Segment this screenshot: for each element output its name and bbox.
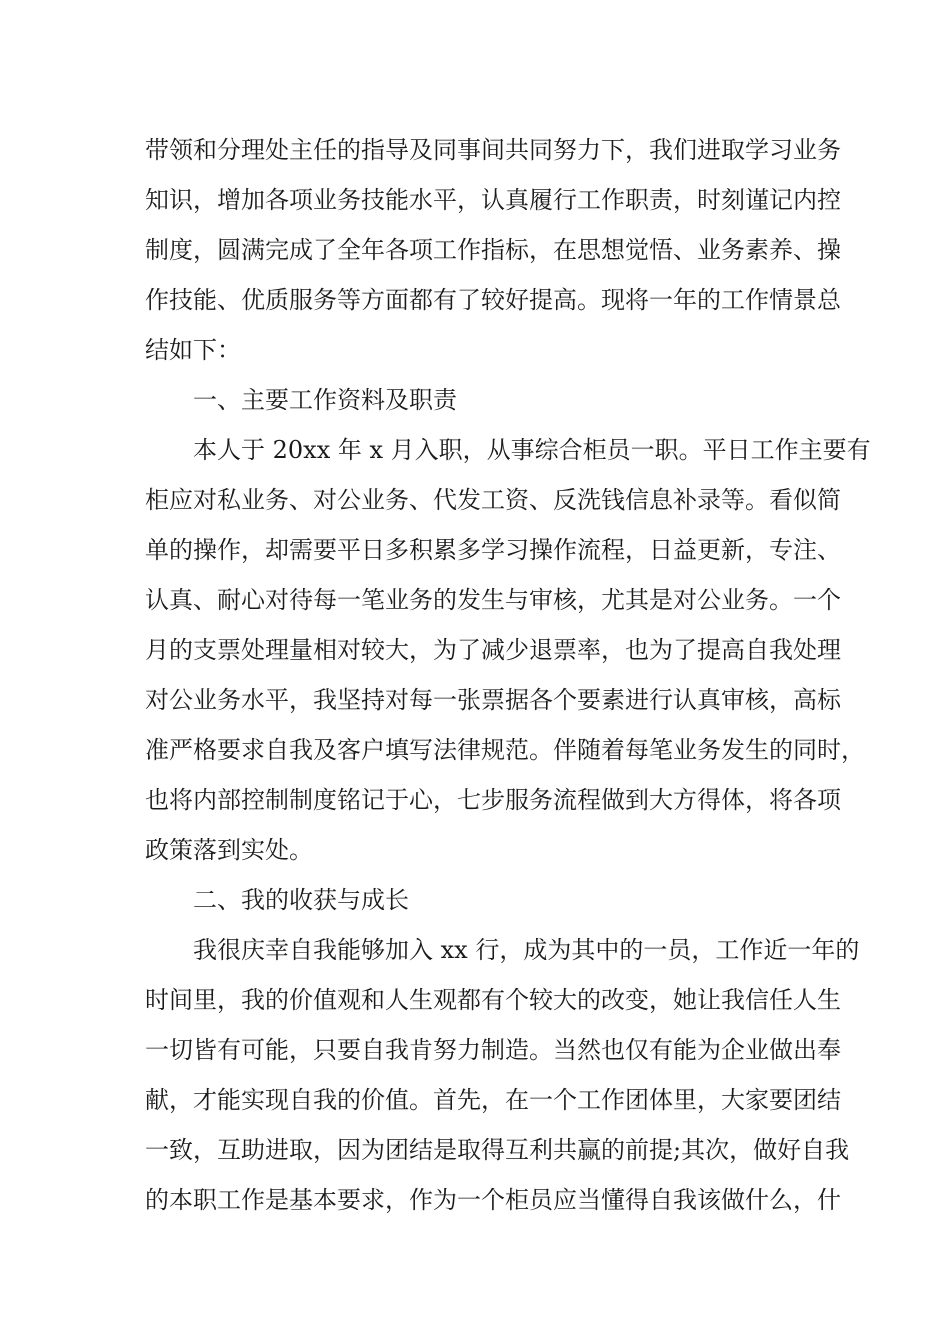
paragraph-line: 单的操作，却需要平日多积累多学习操作流程，日益更新，专注、: [145, 536, 841, 564]
paragraph-line: 一致，互助进取，因为团结是取得互利共赢的前提;其次，做好自我: [145, 1136, 850, 1164]
paragraph-line: 结如下：: [145, 336, 241, 364]
paragraph-line: 认真、耐心对待每一笔业务的发生与审核，尤其是对公业务。一个: [145, 586, 841, 614]
paragraph-line: 月的支票处理量相对较大，为了减少退票率，也为了提高自我处理: [145, 636, 841, 664]
paragraph-line: 本人于 20xx 年 x 月入职，从事综合柜员一职。平日工作主要有: [193, 436, 871, 464]
paragraph-line: 的本职工作是基本要求，作为一个柜员应当懂得自我该做什么，什: [145, 1186, 841, 1214]
paragraph-line: 一切皆有可能，只要自我肯努力制造。当然也仅有能为企业做出奉: [145, 1036, 841, 1064]
section-heading-1: 一、主要工作资料及职责: [193, 386, 457, 414]
paragraph-line: 制度，圆满完成了全年各项工作指标，在思想觉悟、业务素养、操: [145, 236, 841, 264]
paragraph-line: 柜应对私业务、对公业务、代发工资、反洗钱信息补录等。看似简: [145, 486, 841, 514]
paragraph-line: 带领和分理处主任的指导及同事间共同努力下，我们进取学习业务: [145, 136, 841, 164]
paragraph-line: 我很庆幸自我能够加入 xx 行，成为其中的一员，工作近一年的: [193, 936, 860, 964]
paragraph-line: 对公业务水平，我坚持对每一张票据各个要素进行认真审核，高标: [145, 686, 841, 714]
paragraph-line: 准严格要求自我及客户填写法律规范。伴随着每笔业务发生的同时，: [145, 736, 865, 764]
paragraph-line: 政策落到实处。: [145, 836, 313, 864]
section-heading-2: 二、我的收获与成长: [193, 886, 409, 914]
paragraph-line: 时间里，我的价值观和人生观都有个较大的改变，她让我信任人生: [145, 986, 841, 1014]
paragraph-line: 作技能、优质服务等方面都有了较好提高。现将一年的工作情景总: [145, 286, 841, 314]
paragraph-line: 也将内部控制制度铭记于心，七步服务流程做到大方得体，将各项: [145, 786, 841, 814]
paragraph-line: 献，才能实现自我的价值。首先，在一个工作团体里，大家要团结: [145, 1086, 841, 1114]
paragraph-line: 知识，增加各项业务技能水平，认真履行工作职责，时刻谨记内控: [145, 186, 841, 214]
